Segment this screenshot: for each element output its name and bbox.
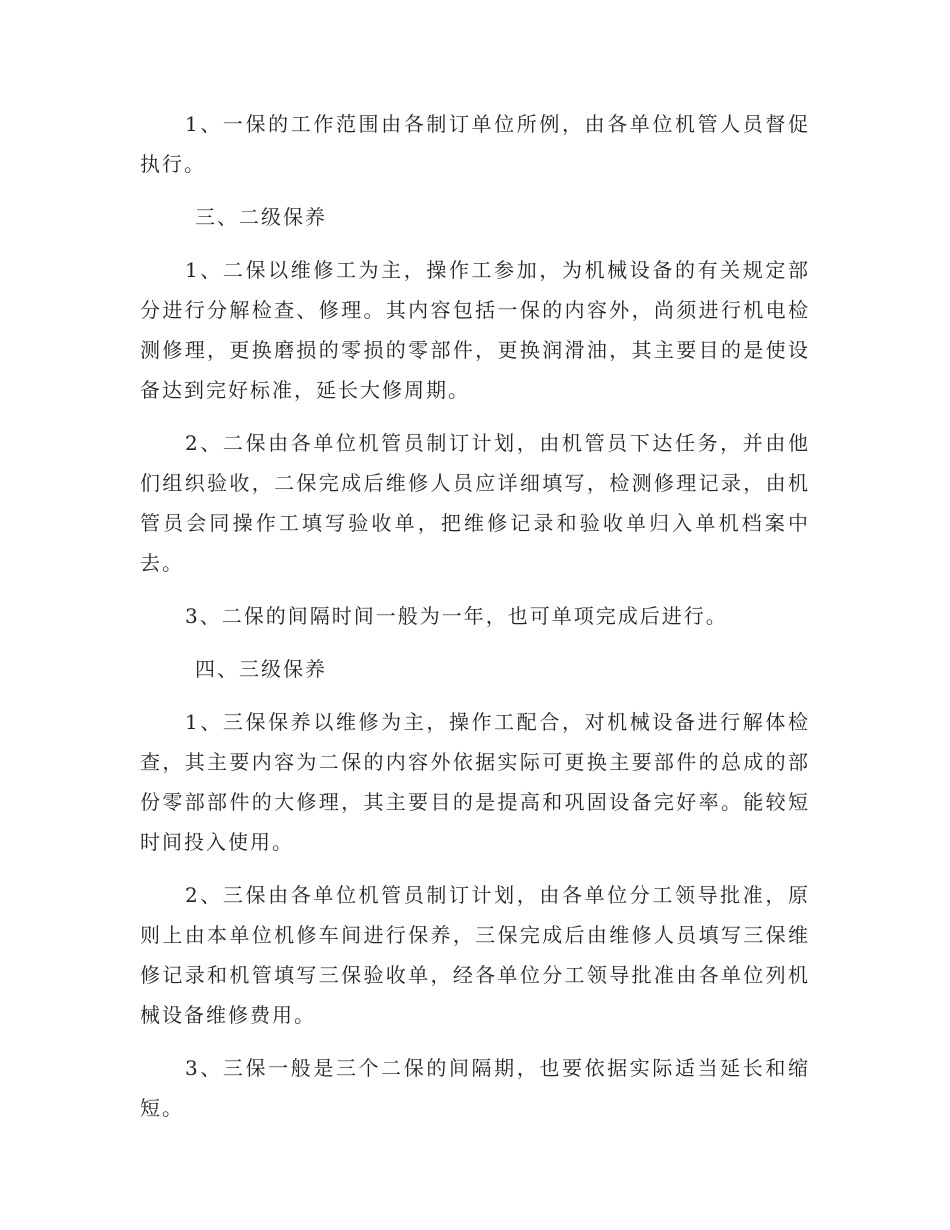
paragraph-second-maintenance-content: 1、二保以维修工为主，操作工参加，为机械设备的有关规定部分进行分解检查、修理。其内容包括一保的内容外，尚须进行机电检测修理，更换磨损的零损的零部件，更换润滑油，其主要目的是使设备达到完好标准，延长大修周期。 (140, 258, 810, 402)
paragraph-third-maintenance-content: 1、三保保养以维修为主，操作工配合，对机械设备进行解体检查，其主要内容为二保的内容外依据实际可更换主要部件的总成的部份零部部件的大修理，其主要目的是提高和巩固设备完好率。能较短时间投入使用。 (140, 710, 810, 854)
paragraph-first-maintenance-scope: 1、一保的工作范围由各制订单位所例，由各单位机管人员督促执行。 (140, 112, 810, 176)
section-heading-third-level-maintenance: 四、三级保养 (195, 657, 327, 681)
paragraph-third-maintenance-interval: 3、三保一般是三个二保的间隔期，也要依据实际适当延长和缩短。 (140, 1056, 810, 1120)
paragraph-second-maintenance-interval: 3、二保的间隔时间一般为一年，也可单项完成后进行。 (185, 604, 728, 628)
paragraph-third-maintenance-plan: 2、三保由各单位机管员制订计划，由各单位分工领导批准，原则上由本单位机修车间进行保养，三保完成后由维修人员填写三保维修记录和机管填写三保验收单，经各单位分工领导批准由各单位列机械设备维修费用。 (140, 883, 810, 1027)
document-body (140, 104, 810, 1141)
paragraph-second-maintenance-plan: 2、二保由各单位机管员制订计划，由机管员下达任务，并由他们组织验收，二保完成后维修人员应详细填写，检测修理记录，由机管员会同操作工填写验收单，把维修记录和验收单归入单机档案中去。 (140, 431, 810, 575)
section-heading-second-level-maintenance: 三、二级保养 (195, 205, 327, 229)
